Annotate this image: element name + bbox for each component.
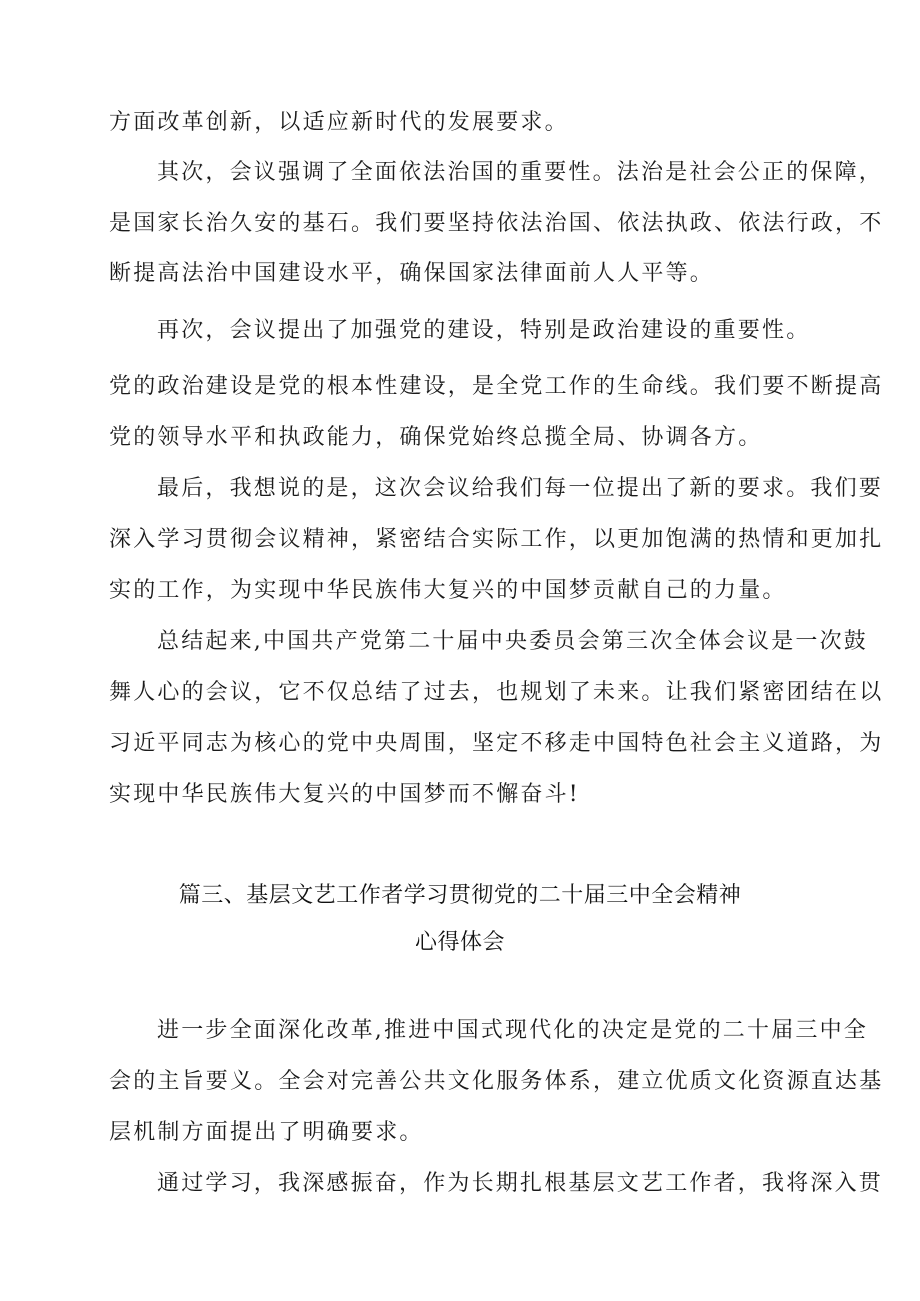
paragraph-line: 实的工作，为实现中华民族伟大复兴的中国梦贡献自己的力量。	[109, 578, 787, 603]
paragraph-line: 是国家长治久安的基石。我们要坚持依法治国、依法执政、依法行政，不	[109, 211, 884, 236]
section-heading: 篇三、基层文艺工作者学习贯彻党的二十届三中全会精神	[178, 883, 742, 908]
paragraph-line: 总结起来,中国共产党第二十届中央委员会第三次全体会议是一次鼓	[157, 629, 868, 654]
paragraph-line: 断提高法治中国建设水平，确保国家法律面前人人平等。	[109, 261, 715, 286]
paragraph-line: 深入学习贯彻会议精神，紧密结合实际工作，以更加饱满的热情和更加扎	[109, 527, 884, 552]
paragraph-line: 舞人心的会议，它不仅总结了过去，也规划了未来。让我们紧密团结在以	[109, 680, 884, 705]
paragraph-line: 实现中华民族伟大复兴的中国梦而不懈奋斗!	[109, 782, 580, 807]
paragraph-line: 其次，会议强调了全面依法治国的重要性。法治是社会公正的保障，	[157, 160, 884, 185]
paragraph-line: 方面改革创新，以适应新时代的发展要求。	[109, 110, 569, 135]
paragraph-line: 最后，我想说的是，这次会议给我们每一位提出了新的要求。我们要	[157, 476, 884, 501]
paragraph-line: 习近平同志为核心的党中央周围，坚定不移走中国特色社会主义道路，为	[109, 731, 884, 756]
section-heading-subtitle: 心得体会	[414, 930, 505, 955]
paragraph-line: 再次，会议提出了加强党的建设，特别是政治建设的重要性。	[157, 318, 811, 343]
paragraph-line: 进一步全面深化改革,推进中国式现代化的决定是党的二十届三中全	[157, 1018, 868, 1043]
paragraph-line: 党的领导水平和执政能力，确保党始终总揽全局、协调各方。	[109, 425, 763, 450]
paragraph-line: 层机制方面提出了明确要求。	[109, 1120, 424, 1145]
paragraph-line: 党的政治建设是党的根本性建设，是全党工作的生命线。我们要不断提高	[109, 374, 884, 399]
paragraph-line: 会的主旨要义。全会对完善公共文化服务体系，建立优质文化资源直达基	[109, 1069, 884, 1094]
paragraph-line: 通过学习，我深感振奋，作为长期扎根基层文艺工作者，我将深入贯	[157, 1171, 884, 1196]
